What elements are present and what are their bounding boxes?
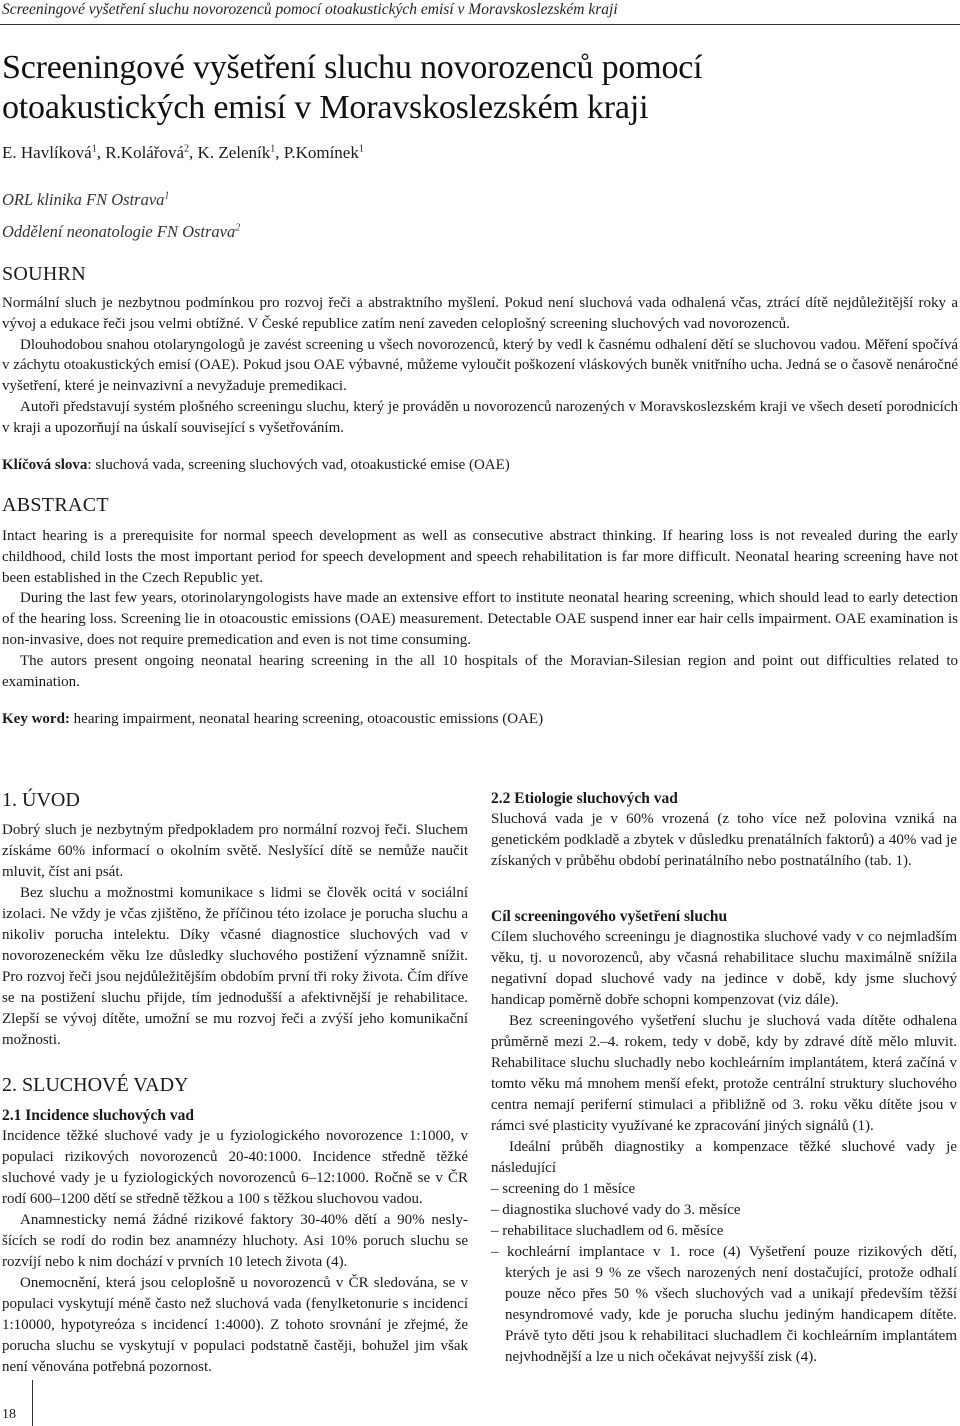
souhrn-body <box>2 293 958 439</box>
author: R.Kolářová$^2$, <box>105 143 198 162</box>
page-number-rule <box>32 1380 33 1426</box>
left-column <box>2 788 468 1378</box>
right-column <box>491 788 957 1368</box>
affiliation: ORL klinika FN Ostrava$^1$ <box>2 190 170 209</box>
uvod-paragraph: Bez sluchu a možnostmi komunikace s lidmi se člověk ocitá v sociální izolaci. Ne vždy je včas zjištěno, že příčinou této izolace je porucha sluchu a nikoliv porucha intelektu. Díky včasné diagnostice sluchových vad v novorozeneckém věku lze důsledky sluchového postižení významně snížit. Pro rozvoj řeči jsou nejdůležitějším obdobím první tři roky života. Čím dříve se na postižení sluchu přijde, tím jednodušší a afektivnější je rehabilitace. Zlepší se vývoj dítěte, umožní se mu rozvoj řeči a zvýší jeho komunikační možnosti. <box>2 885 468 1048</box>
keywords-label: Key word: <box>2 711 70 727</box>
souhrn-paragraph: Normální sluch je nezbytnou podmínkou pro rozvoj řeči a abstraktního myšlení. Pokud není sluchová vada odhalená včas, ztrácí dítě nejdůležitější roky a vývoj a edukace řeči jsou velmi obtížné. V České republice zatím není zaveden celoplošný screening sluchových vad novorozenců. <box>2 295 958 332</box>
diagnostics-timeline-list <box>491 1179 957 1368</box>
affiliation: Oddělení neonatologie FN Ostrava$^2$ <box>2 222 241 241</box>
cil-paragraph: Cílem sluchového screeningu je diagnostika sluchové vady v co nejmladším věku, tj. u novorozenců, aby včasná rehabilitace sluchu maximálně snížila negativní dopad sluchové vady na jedince v době, kdy jsme sluchový handicap poměrně dobře schopni kompenzovat (viz dále). <box>491 929 957 1008</box>
list-item: – screening do 1 měsíce <box>491 1181 636 1197</box>
abstract-heading: ABSTRACT <box>2 494 109 516</box>
etiologie-paragraph: Sluchová vada je v 60% vrozená (z toho více než polovina vzniká na genetickém podkladě a zbytek v důsledku prenatálních faktorů) a 40% vad je získaných v průběhu období perinatálního nebo postnatálního (tab. 1). <box>491 811 957 869</box>
list-item: – diagnostika sluchové vady do 3. měsíce <box>491 1202 741 1218</box>
souhrn-keywords <box>2 455 958 475</box>
running-head: Screeningové vyšetření sluchu novorozenců pomocí otoakustických emisí v Moravskoslezském kraji <box>0 0 960 25</box>
title-line-1: Screeningové vyšetření sluchu novorozenců pomocí <box>2 49 703 86</box>
abstract-paragraph: Intact hearing is a prerequisite for normal speech development as well as consecutive abstract thinking. If hearing loss is not revealed during the early childhood, child losts the most important period for speech development and speech rehabilitation is far more difficult. Neonatal hearing screening have not been established in the Czech Republic yet. <box>2 528 958 586</box>
keywords-text: hearing impairment, neonatal hearing screening, otoacoustic emissions (OAE) <box>69 711 544 727</box>
sluchove-vady-heading: 2. SLUCHOVÉ VADY <box>2 1074 189 1096</box>
uvod-heading: 1. ÚVOD <box>2 789 80 811</box>
abstract-paragraph: During the last few years, otorinolaryngologists have made an extensive effort to institute neonatal hearing screening, which should lead to early detection of the hearing loss. Screening lie in otoacoustic emissions (OAE) measurement. Detectable OAE suspend inner ear hair cells impairment. OAE examination is non-invasive, does not require premedication and even is not time consuming. <box>2 590 958 648</box>
author: E. Havlíková$^1$, <box>2 143 106 162</box>
cil-paragraph: Ideální průběh diagnostiky a kompenzace těžké sluchové vady je následující <box>491 1139 957 1176</box>
author: K. Zeleník$^1$, <box>197 143 284 162</box>
cil-paragraph: Bez screeningového vyšetření sluchu je sluchová vada dítěte odhalena průměrně mezi 2.–4. rokem, tedy v době, kdy by zdravé dítě mělo mluvit. Rehabilitace sluchu sluchadly nebo kochleárním implantátem, která začíná v tomto věku má mnohem menší efekt, protože centrální struktury sluchového centra nemají periferní stimulaci a přibližně od 3. roku věku dítěte jsou v rámci své plasticity využívané ke zpracování jiných signálů (1). <box>491 1013 957 1134</box>
incidence-paragraph: Anamnesticky nemá žádné rizikové faktory 30-40% dětí a 90% neslyšících se rodí do rodin bez anamnézy hluchoty. Asi 10% poruch sluchu se rozvíjí nebo k nim dochází v prvních 10 letech života (4). <box>2 1212 468 1270</box>
keywords-text: : sluchová vada, screening sluchových vad, otoakustické emise (OAE) <box>87 457 510 473</box>
souhrn-paragraph: Dlouhodobou snahou otolaryngologů je zavést screening u všech novorozenců, který by vedl k časnému odhalení dětí se sluchovou vadou. Měření spočívá v záchytu otoakustických emisí (OAE). Pokud jsou OAE výbavné, můžeme vyloučit poškození vláskových buněk vnitřního ucha. Jedná se o časově nenáročné vyšetření, které je neinvazivní a nevyžaduje premedikaci. <box>2 336 958 395</box>
abstract-paragraph: The autors present ongoing neonatal hearing screening in the all 10 hospitals of the Moravian-Silesian region and point out difficulties related to examination. <box>2 652 958 690</box>
souhrn-paragraph: Autoři představují systém plošného screeningu sluchu, který je prováděn u novorozenců narozených v Moravskoslezském kraji ve všech desetí porodnicích v kraji a upozorňují na úskalí související s vyšetřováním. <box>2 398 958 436</box>
incidence-paragraph: Onemocnění, která jsou celoplošně u novorozenců v ČR sledována, se v populaci vyskytují méně často než sluchová vada (fenylketonurie s incidencí 1:10000, hypotyreóza s incidencí 1:4000). Z tohoto srovnání je zřejmé, že porucha sluchu se vyskytují v populaci podstatně častěji, bohužel jim však není věnována potřebná pozornost. <box>2 1275 468 1375</box>
cil-heading: Cíl screeningového vyšetření sluchu <box>491 908 728 925</box>
abstract-keywords <box>2 709 958 729</box>
author: P.Komínek$^1$ <box>283 143 364 162</box>
list-item: – kochleární implantace v 1. roce (4) Vyšetření pouze rizikových dětí, kterých je asi 9 % ze všech narozených není dostačující, protože odhalí pouze něco přes 50 % všech sluchových vad a unikají především těžší nesyndromové vady, kde je porucha sluchu jediným handicapem dítěte. Právě tyto děti jsou k rehabilitaci sluchadlem či kochleárním implantátem nejvhodnější a lze u nich očekávat nejvyšší zisk (4). <box>491 1244 957 1365</box>
etiologie-heading: 2.2 Etiologie sluchových vad <box>491 790 678 807</box>
keywords-label: Klíčová slova <box>2 457 88 473</box>
title-line-2: otoakustických emisí v Moravskoslezském kraji <box>2 89 649 126</box>
article-title <box>2 48 942 128</box>
author-list <box>2 142 364 164</box>
incidence-paragraph: Incidence těžké sluchové vady je u fyziologického novorozence 1:1000, v populaci rizikových novorozenců 20-40:1000. Incidence středně těžké sluchové vady je u fyziologických novorozenců 6–12:1000. Ročně se v ČR rodí 600–1200 dětí se středně těžkou a 100 s těžkou sluchovou vadou. <box>2 1128 468 1207</box>
incidence-heading: 2.1 Incidence sluchových vad <box>2 1107 195 1124</box>
page-number: 18 <box>2 1407 16 1422</box>
uvod-paragraph: Dobrý sluch je nezbytným předpokladem pro normální rozvoj řeči. Sluchem získáme 60% informací o okolním světě. Neslyšící dítě se nemůže naučit mluvit, číst ani psát. <box>2 822 468 880</box>
abstract-body <box>2 526 958 692</box>
souhrn-heading: SOUHRN <box>2 263 87 285</box>
list-item: – rehabilitace sluchadlem od 6. měsíce <box>491 1223 724 1239</box>
